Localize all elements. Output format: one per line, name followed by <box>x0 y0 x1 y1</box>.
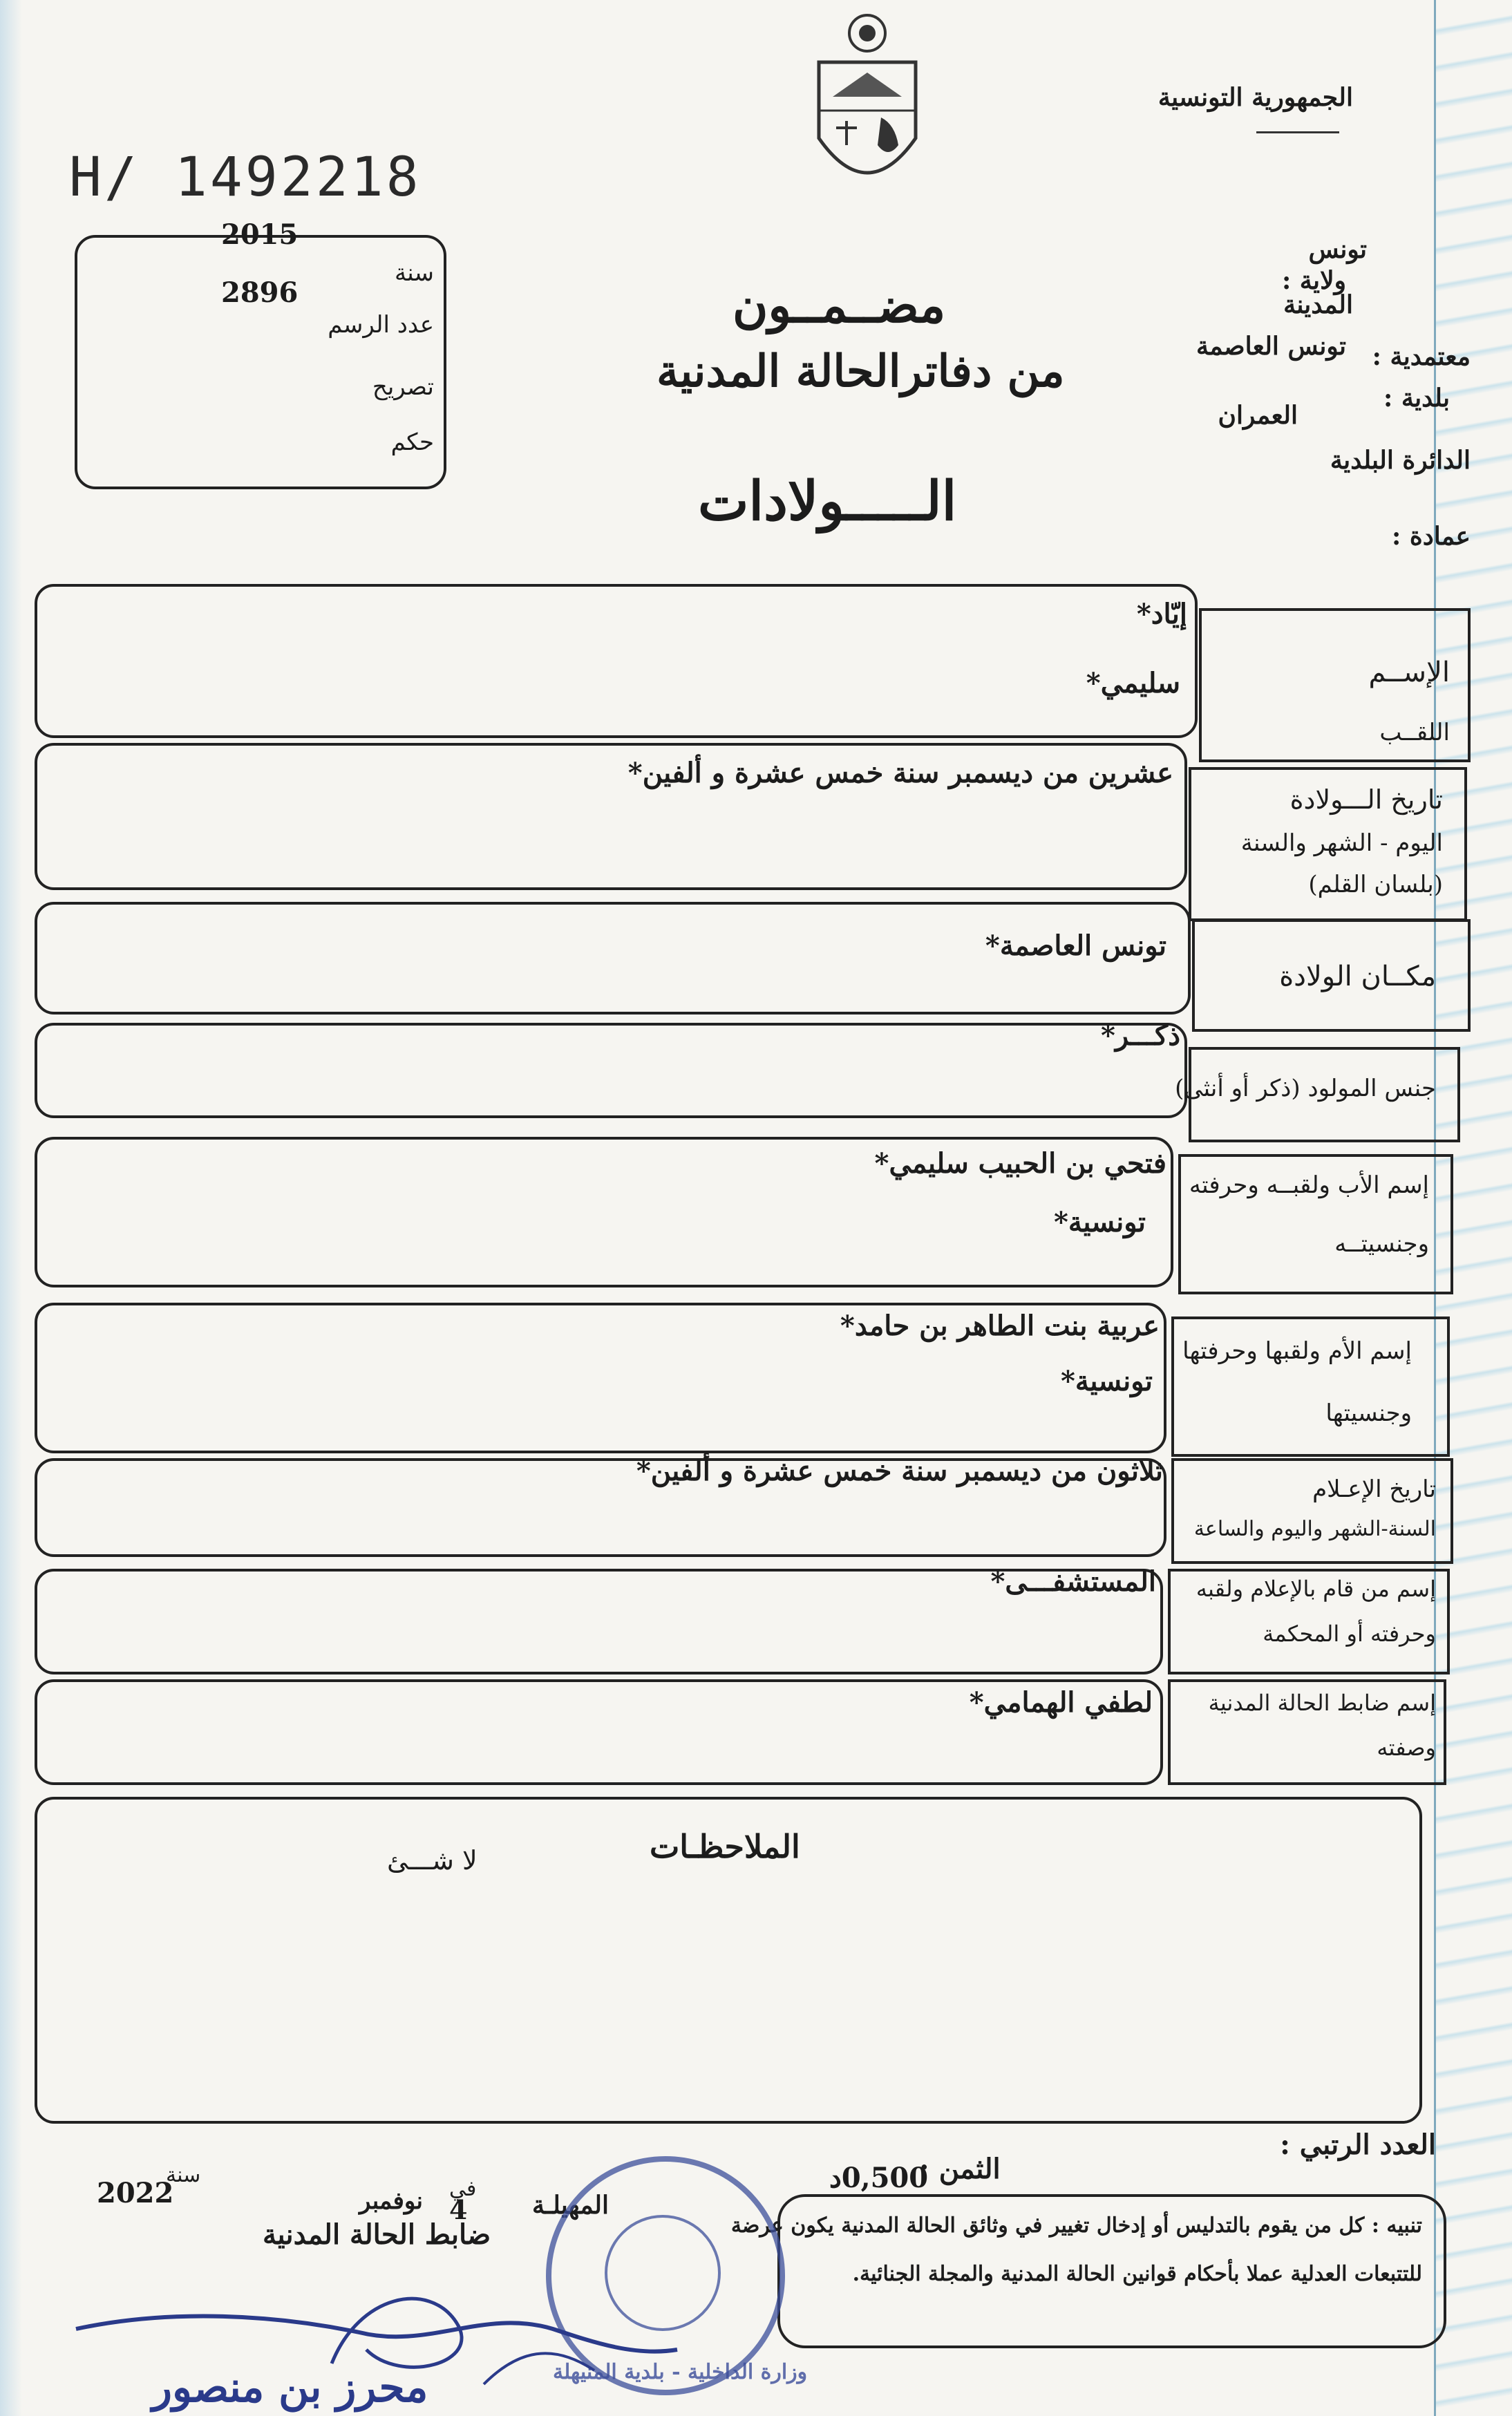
republic-title: الجمهورية التونسية <box>1157 83 1353 112</box>
mother-nationality-label: وجنسيتها <box>1325 1399 1412 1427</box>
signature-name: محرز بن منصور <box>152 2363 428 2412</box>
record-value: 2896 <box>221 276 299 309</box>
district-label: الدائرة البلدية <box>1330 446 1471 475</box>
omda-label: عمادة : <box>1392 522 1471 551</box>
field-label-box-declaration-date <box>1171 1458 1453 1564</box>
sex-value: ذكـــر* <box>1101 1019 1180 1052</box>
republic-underline <box>1256 131 1339 133</box>
warning-line1: تنبيه : كل من يقوم بالتدليس أو إدخال تغيير في وثائق الحالة المدنية يكون عرضة <box>730 2214 1422 2238</box>
declaration-date-sublabel: السنة-الشهر واليوم والساعة <box>1193 1517 1436 1541</box>
price-value: 0,500د <box>829 2162 929 2194</box>
officer-sublabel: وصفته <box>1377 1735 1436 1761</box>
notes-value: لا شـــئ <box>387 1845 478 1876</box>
month-value: نوفمبر <box>359 2187 423 2215</box>
document-subtitle: من دفاترالحالة المدنية <box>656 346 1065 397</box>
birth-place-label: مكــان الولادة <box>1279 961 1436 992</box>
serial-number-label: العدد الرتبي : <box>1280 2129 1436 2161</box>
field-value-box-sex <box>35 1023 1187 1118</box>
field-value-box-name <box>35 584 1198 738</box>
delegation-label: معتمدية : <box>1372 342 1471 371</box>
first-name-value: إيّاد* <box>1136 598 1187 630</box>
birth-date-label: تاريخ الـــولادة <box>1289 784 1443 815</box>
place-value: المهيلـة <box>532 2191 609 2220</box>
governorate-value: تونس <box>1308 235 1367 264</box>
stamp-text: وزارة الداخلية - بلدية المنيهلة <box>553 2360 808 2384</box>
section-title: الـــــولادات <box>698 470 957 533</box>
surname-value: سليمي* <box>1086 667 1180 699</box>
declarant-value: المستشفـــى* <box>990 1565 1156 1598</box>
birth-place-value: تونس العاصمة* <box>985 929 1166 962</box>
birth-date-value: عشرين من ديسمبر سنة خمس عشرة و ألفين* <box>627 757 1173 789</box>
delegation-value: تونس العاصمة <box>1196 332 1346 361</box>
serial-number: H/ 1492218 <box>69 147 422 209</box>
declaration-date-value: ثلاثون من ديسمبر سنة خمس عشرة و ألفين* <box>636 1455 1163 1487</box>
year-label: سنة <box>395 259 434 287</box>
mother-name-value: عربية بنت الطاهر بن حامد* <box>840 1310 1160 1342</box>
declarant-sublabel: وحرفته أو المحكمة <box>1263 1621 1436 1647</box>
declarant-label: إسم من قام بالإعلام ولقبه <box>1196 1576 1436 1602</box>
officer-value: لطفي الهمامي* <box>969 1686 1153 1719</box>
father-nationality-value: تونسية* <box>1053 1206 1146 1238</box>
municipality-label: بلدية : <box>1383 384 1450 413</box>
year-value: 2015 <box>221 218 299 251</box>
sex-label: جنس المولود (ذكر أو أنثى) <box>1175 1075 1436 1102</box>
declaration-label: تصريح <box>372 373 434 401</box>
declaration-date-label: تاريخ الإعـلام <box>1312 1475 1436 1503</box>
birth-date-sublabel: اليوم - الشهر والسنة <box>1240 829 1443 857</box>
municipality-value: العمران <box>1218 401 1298 430</box>
father-name-value: فتحي بن الحبيب سليمي* <box>874 1147 1166 1180</box>
year-label-footer: سنة <box>166 2163 201 2187</box>
birth-date-note: (بلسان القلم) <box>1308 871 1443 898</box>
mother-nationality-value: تونسية* <box>1060 1365 1153 1397</box>
judgment-label: حكم <box>390 428 434 456</box>
officer-title: ضابط الحالة المدنية <box>263 2218 491 2251</box>
governorate-label: ولاية : <box>1281 266 1346 295</box>
paper-edge-left <box>0 0 22 2416</box>
mother-label: إسم الأم ولقبها وحرفتها <box>1182 1337 1412 1365</box>
surname-label: اللقــب <box>1379 719 1450 746</box>
year-value-footer: 2022 <box>97 2177 174 2209</box>
notes-title: الملاحظـات <box>650 1828 800 1865</box>
father-nationality-label: وجنسيتــه <box>1334 1230 1429 1258</box>
city-label: المدينة <box>1283 290 1353 319</box>
name-label: الإســم <box>1368 657 1450 688</box>
day-value: 4 <box>449 2194 468 2225</box>
father-label: إسم الأب ولقبــه وحرفته <box>1189 1171 1429 1199</box>
document-title: مضــمــون <box>733 276 946 334</box>
officer-label: إسم ضابط الحالة المدنية <box>1208 1690 1436 1716</box>
price-label: الثمن : <box>919 2153 1001 2185</box>
day-prefix: في <box>449 2177 477 2201</box>
coat-of-arms-icon <box>805 7 929 214</box>
warning-line2: للتتبعات العدلية عملا بأحكام قوانين الحالة المدنية والمجلة الجنائية. <box>852 2262 1422 2286</box>
record-label: عدد الرسم <box>328 311 434 339</box>
